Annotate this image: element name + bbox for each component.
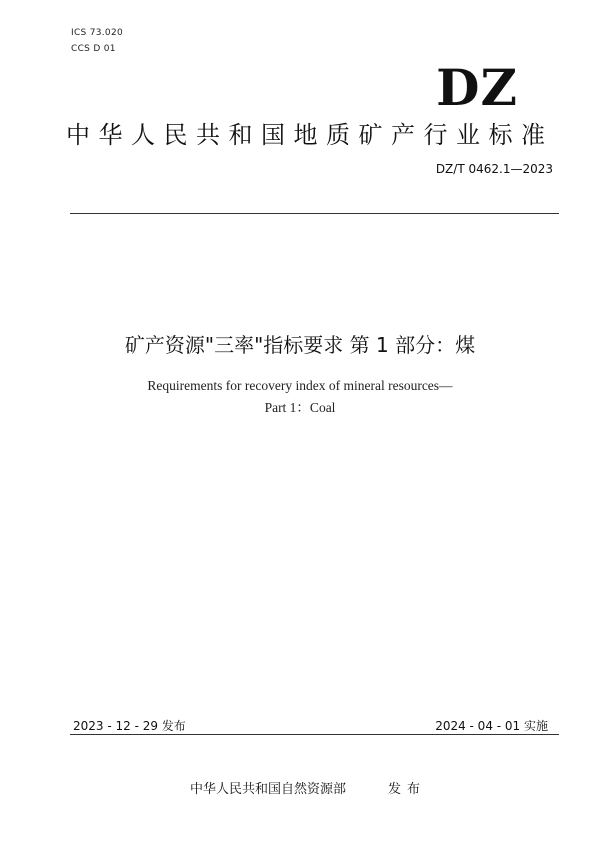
standard-title: 中华人民共和国地质矿产行业标准	[66, 121, 554, 149]
top-divider	[70, 213, 559, 214]
document-title-english-line2: Part 1：Coal	[264, 400, 336, 415]
document-title-chinese: 矿产资源"三率"指标要求 第 1 部分：煤	[124, 333, 476, 357]
ccs-code: CCS D 01	[71, 44, 116, 54]
publish-label: 发布	[388, 782, 427, 797]
bottom-divider	[70, 734, 559, 735]
implementation-date: 2024 - 04 - 01 实施	[435, 719, 548, 733]
issue-date: 2023 - 12 - 29 发布	[73, 719, 186, 733]
document-title-english-line1: Requirements for recovery index of mineral resources—	[147, 378, 453, 393]
ics-code: ICS 73.020	[71, 28, 124, 38]
dz-logo: DZ	[436, 58, 518, 117]
standard-number: DZ/T 0462.1—2023	[435, 162, 553, 176]
issuing-authority: 中华人民共和国自然资源部	[190, 782, 347, 797]
